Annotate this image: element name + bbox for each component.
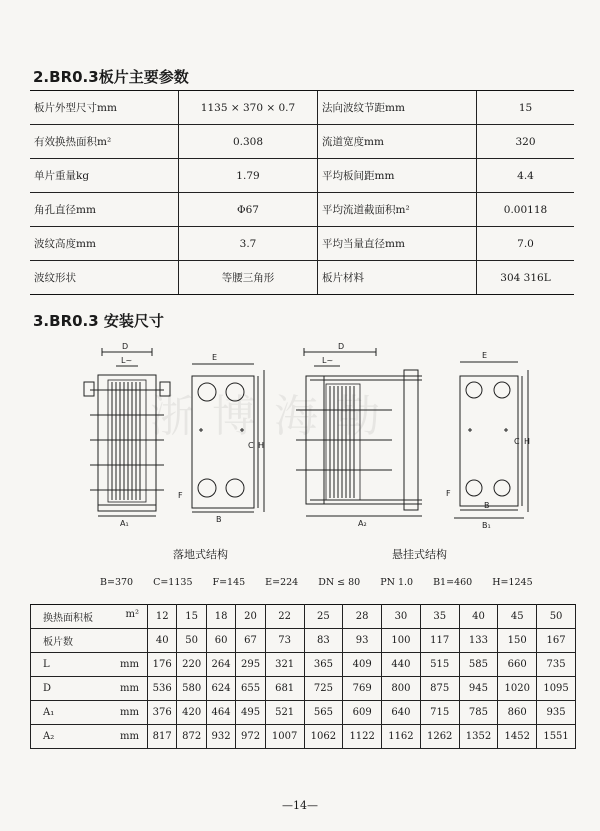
dims-header-row <box>31 605 576 629</box>
table-cell: 872 <box>177 725 206 749</box>
table-cell: 295 <box>236 653 265 677</box>
table-row <box>31 701 576 725</box>
param-name: 平均当量直径mm <box>318 227 477 261</box>
table-cell: 167 <box>537 629 576 653</box>
table-cell: 150 <box>498 629 537 653</box>
row-label-text: A₂ <box>43 731 55 742</box>
param-name: 波纹高度mm <box>30 227 179 261</box>
row-unit: m² <box>125 609 139 620</box>
table-cell: 521 <box>265 701 304 725</box>
table-cell: 785 <box>459 701 498 725</box>
table-cell: 365 <box>304 653 343 677</box>
table-cell: 735 <box>537 653 576 677</box>
table-row <box>31 629 576 653</box>
table-cell: 440 <box>382 653 421 677</box>
table-cell: 117 <box>420 629 459 653</box>
table-cell: 640 <box>382 701 421 725</box>
table-cell: 35 <box>420 605 459 629</box>
param-value: 15 <box>477 91 575 125</box>
table-cell: 45 <box>498 605 537 629</box>
param-value: 7.0 <box>477 227 575 261</box>
table-cell: 875 <box>420 677 459 701</box>
table-cell: 12 <box>148 605 177 629</box>
table-cell: 83 <box>304 629 343 653</box>
row-unit: mm <box>120 731 139 742</box>
table-cell: 15 <box>177 605 206 629</box>
param-value: 304 316L <box>477 261 575 295</box>
table-cell: 972 <box>236 725 265 749</box>
param-name: 单片重量kg <box>30 159 179 193</box>
table-cell: 264 <box>206 653 235 677</box>
param-name: 有效换热面积m² <box>30 125 179 159</box>
param-row <box>30 261 574 295</box>
table-cell: 60 <box>206 629 235 653</box>
floor-standing-drawing <box>80 340 270 540</box>
row-label-text: D <box>43 683 52 694</box>
side-view-hanging <box>296 348 422 516</box>
param-value: 4.4 <box>477 159 575 193</box>
row-label <box>31 653 148 677</box>
table-cell: 420 <box>177 701 206 725</box>
table-cell: 817 <box>148 725 177 749</box>
table-cell: 1162 <box>382 725 421 749</box>
label-E: E <box>482 351 488 360</box>
table-cell: 1352 <box>459 725 498 749</box>
label-L: L~ <box>121 356 133 365</box>
constant: C=1135 <box>153 577 193 588</box>
table-cell: 50 <box>537 605 576 629</box>
param-value: Φ67 <box>179 193 318 227</box>
table-cell: 1551 <box>537 725 576 749</box>
table-cell: 565 <box>304 701 343 725</box>
label-F: F <box>178 491 183 500</box>
param-name: 波纹形状 <box>30 261 179 295</box>
table-cell: 660 <box>498 653 537 677</box>
param-name: 法向波纹节距mm <box>318 91 477 125</box>
row-unit: mm <box>120 683 139 694</box>
label-H: H <box>524 437 531 446</box>
table-row <box>31 677 576 701</box>
constant: B=370 <box>100 577 134 588</box>
table-cell: 860 <box>498 701 537 725</box>
table-cell: 18 <box>206 605 235 629</box>
hanging-drawing <box>296 340 536 540</box>
constant: PN 1.0 <box>380 577 414 588</box>
plate-parameters-table <box>30 90 574 295</box>
param-name: 板片外型尺寸mm <box>30 91 179 125</box>
table-cell: 515 <box>420 653 459 677</box>
label-D: D <box>338 342 345 351</box>
label-D: D <box>122 342 129 351</box>
label-E: E <box>212 353 218 362</box>
param-value: 等腰三角形 <box>179 261 318 295</box>
row-label-text: A₁ <box>43 707 55 718</box>
table-cell: 935 <box>537 701 576 725</box>
constant: B1=460 <box>433 577 473 588</box>
section-3-title: 3.BR0.3 安装尺寸 <box>33 312 164 330</box>
param-value: 0.308 <box>179 125 318 159</box>
constants-row <box>100 577 553 588</box>
table-cell: 73 <box>265 629 304 653</box>
param-row <box>30 91 574 125</box>
param-row <box>30 125 574 159</box>
table-cell: 30 <box>382 605 421 629</box>
label-C: C <box>514 437 520 446</box>
param-value: 320 <box>477 125 575 159</box>
table-cell: 536 <box>148 677 177 701</box>
param-value: 1.79 <box>179 159 318 193</box>
constant: H=1245 <box>492 577 533 588</box>
table-cell: 800 <box>382 677 421 701</box>
label-B: B <box>484 501 490 510</box>
table-cell: 725 <box>304 677 343 701</box>
watermark: 浙博海勒 <box>150 391 398 442</box>
table-cell: 1062 <box>304 725 343 749</box>
constant: E=224 <box>265 577 299 588</box>
table-cell: 93 <box>343 629 382 653</box>
param-name: 流道宽度mm <box>318 125 477 159</box>
row-label <box>31 677 148 701</box>
table-cell: 40 <box>459 605 498 629</box>
table-cell: 681 <box>265 677 304 701</box>
section-2-title: 2.BR0.3板片主要参数 <box>33 68 189 86</box>
param-row <box>30 159 574 193</box>
constant: F=145 <box>212 577 246 588</box>
table-cell: 655 <box>236 677 265 701</box>
param-value: 1135 × 370 × 0.7 <box>179 91 318 125</box>
table-cell: 409 <box>343 653 382 677</box>
table-cell: 100 <box>382 629 421 653</box>
table-cell: 28 <box>343 605 382 629</box>
table-cell: 769 <box>343 677 382 701</box>
param-row <box>30 227 574 261</box>
table-cell: 133 <box>459 629 498 653</box>
page-number: —14— <box>282 799 318 812</box>
label-L: L~ <box>322 356 334 365</box>
param-value: 3.7 <box>179 227 318 261</box>
table-cell: 50 <box>177 629 206 653</box>
front-view-floor <box>192 364 264 512</box>
table-cell: 22 <box>265 605 304 629</box>
installation-dimensions-table <box>30 604 576 749</box>
table-cell: 580 <box>177 677 206 701</box>
label-C: C <box>248 441 254 450</box>
table-cell: 40 <box>148 629 177 653</box>
row-label <box>31 629 148 653</box>
table-cell: 464 <box>206 701 235 725</box>
table-cell: 585 <box>459 653 498 677</box>
table-cell: 176 <box>148 653 177 677</box>
label-H: H <box>258 441 265 450</box>
param-name: 角孔直径mm <box>30 193 179 227</box>
label-B1: B₁ <box>482 521 491 530</box>
table-cell: 715 <box>420 701 459 725</box>
table-cell: 25 <box>304 605 343 629</box>
table-cell: 67 <box>236 629 265 653</box>
table-cell: 1262 <box>420 725 459 749</box>
table-cell: 1007 <box>265 725 304 749</box>
row-label-text: 板片数 <box>43 637 73 648</box>
table-cell: 376 <box>148 701 177 725</box>
table-cell: 1122 <box>343 725 382 749</box>
row-label <box>31 725 148 749</box>
param-name: 平均板间距mm <box>318 159 477 193</box>
row-label <box>31 605 148 629</box>
table-row <box>31 725 576 749</box>
table-cell: 220 <box>177 653 206 677</box>
row-unit: mm <box>120 659 139 670</box>
table-cell: 609 <box>343 701 382 725</box>
label-F: F <box>446 489 451 498</box>
param-name: 平均流道截面积m² <box>318 193 477 227</box>
table-cell: 932 <box>206 725 235 749</box>
table-cell: 495 <box>236 701 265 725</box>
table-cell: 624 <box>206 677 235 701</box>
table-cell: 321 <box>265 653 304 677</box>
table-cell: 1020 <box>498 677 537 701</box>
table-cell: 1095 <box>537 677 576 701</box>
table-row <box>31 653 576 677</box>
constant: DN ≤ 80 <box>318 577 361 588</box>
row-unit: mm <box>120 707 139 718</box>
row-label-text: 换热面积板 <box>43 613 93 624</box>
param-value: 0.00118 <box>477 193 575 227</box>
table-cell: 1452 <box>498 725 537 749</box>
row-label <box>31 701 148 725</box>
row-label-text: L <box>43 659 50 670</box>
caption-hanging: 悬挂式结构 <box>392 548 447 561</box>
param-name: 板片材料 <box>318 261 477 295</box>
label-A2: A₂ <box>358 519 367 528</box>
caption-floor: 落地式结构 <box>173 548 228 561</box>
param-row <box>30 193 574 227</box>
label-A1: A₁ <box>120 519 129 528</box>
label-B: B <box>216 515 222 524</box>
table-cell: 20 <box>236 605 265 629</box>
table-cell: 945 <box>459 677 498 701</box>
side-view-floor <box>84 348 170 516</box>
